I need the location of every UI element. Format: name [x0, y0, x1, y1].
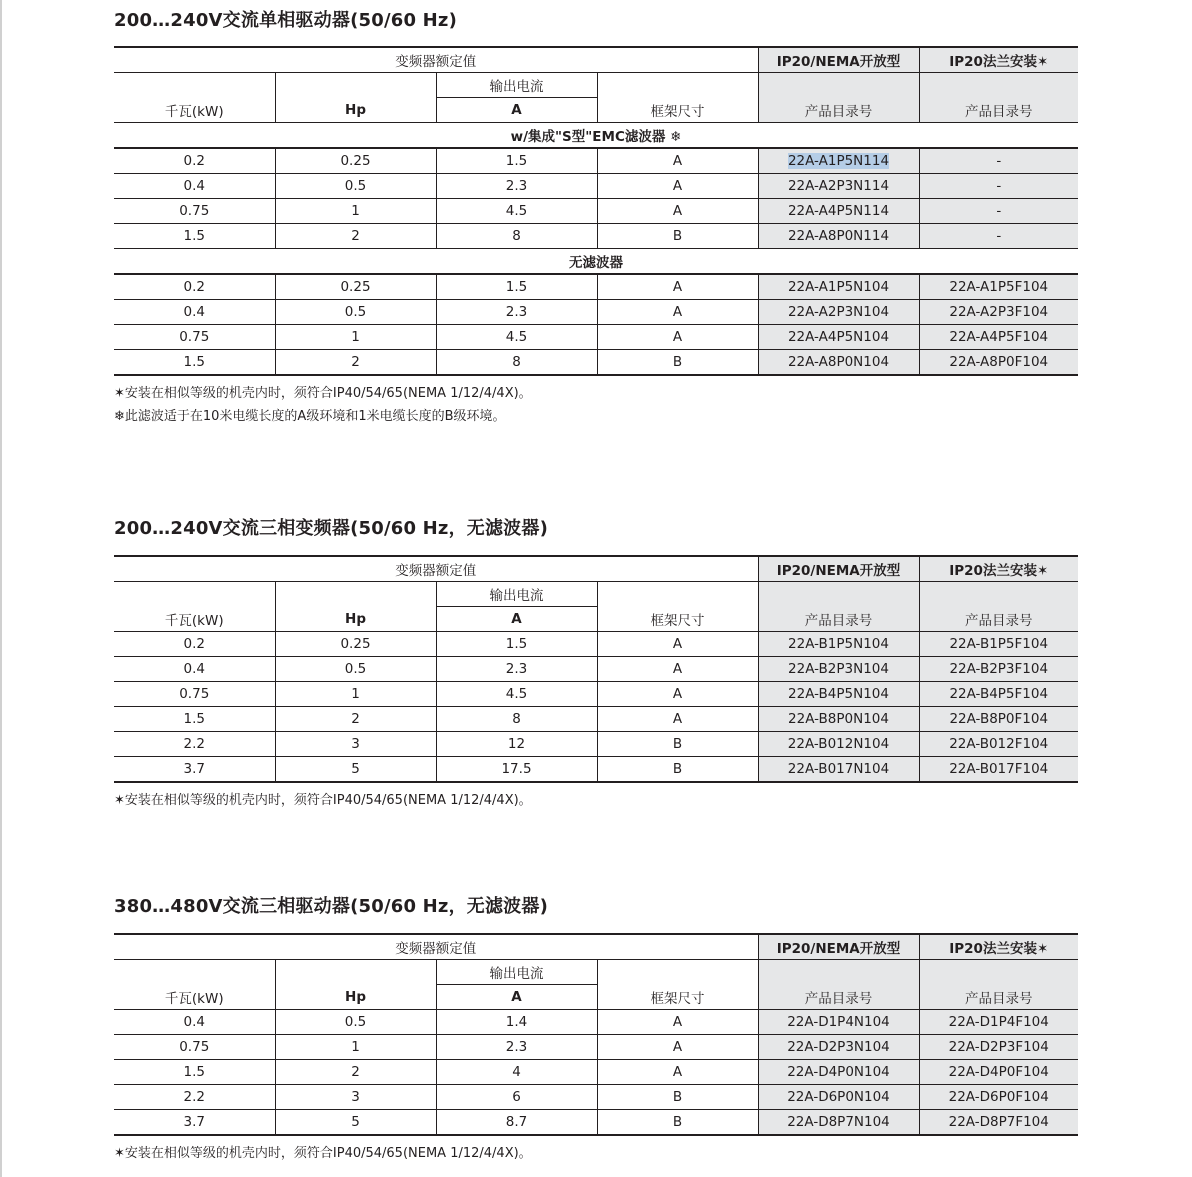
header-frame: 框架尺寸 — [597, 607, 758, 632]
header-spacer — [114, 960, 275, 985]
cell-frame: A — [597, 174, 758, 199]
cell-catalog-open: 22A-A8P0N114 — [758, 224, 919, 249]
cell-hp: 3 — [275, 1085, 436, 1110]
table-row — [114, 757, 1078, 783]
cell-catalog-open: 22A-B2P3N104 — [758, 657, 919, 682]
table-row — [114, 199, 1078, 224]
header-amp: A — [436, 985, 597, 1010]
cell-kw: 0.4 — [114, 174, 275, 199]
cell-hp: 1 — [275, 1035, 436, 1060]
header-spacer — [275, 582, 436, 607]
header-spacer — [597, 960, 758, 985]
footnote: ✶安装在相似等级的机壳内时，须符合IP40/54/65(NEMA 1/12/4/4X)。 — [114, 1146, 532, 1161]
cell-amp: 12 — [436, 732, 597, 757]
cell-amp: 8 — [436, 350, 597, 376]
cell-frame: B — [597, 1110, 758, 1136]
cell-catalog-flange: 22A-B1P5F104 — [919, 632, 1078, 657]
cell-frame: A — [597, 1060, 758, 1085]
spec-table — [114, 46, 1078, 376]
cell-catalog-flange: - — [919, 148, 1078, 174]
table-row — [114, 174, 1078, 199]
cell-kw: 0.4 — [114, 657, 275, 682]
cell-catalog-open: 22A-A8P0N104 — [758, 350, 919, 376]
cell-catalog-open: 22A-A4P5N104 — [758, 325, 919, 350]
cell-kw: 0.4 — [114, 300, 275, 325]
cell-catalog-open: 22A-D6P0N104 — [758, 1085, 919, 1110]
footnotes — [114, 382, 1078, 428]
table-row — [114, 1085, 1078, 1110]
cell-catalog-flange: - — [919, 199, 1078, 224]
cell-kw: 1.5 — [114, 1060, 275, 1085]
cell-catalog-flange: 22A-B4P5F104 — [919, 682, 1078, 707]
cell-kw: 1.5 — [114, 350, 275, 376]
cell-catalog-flange: - — [919, 174, 1078, 199]
cell-frame: A — [597, 274, 758, 300]
table-row — [114, 224, 1078, 249]
cell-kw: 2.2 — [114, 1085, 275, 1110]
spec-table — [114, 933, 1078, 1136]
cell-catalog-open: 22A-B4P5N104 — [758, 682, 919, 707]
cell-hp: 1 — [275, 199, 436, 224]
section-title: 380…480V交流三相驱动器(50/60 Hz，无滤波器) — [114, 896, 549, 917]
cell-frame: A — [597, 657, 758, 682]
cell-hp: 0.5 — [275, 657, 436, 682]
cell-hp: 5 — [275, 757, 436, 783]
cell-catalog-open: 22A-A1P5N104 — [758, 274, 919, 300]
table-row — [114, 350, 1078, 376]
cell-amp: 2.3 — [436, 657, 597, 682]
cell-catalog-open: 22A-B1P5N104 — [758, 632, 919, 657]
header-amp: A — [436, 607, 597, 632]
header-catalog-open: 产品目录号 — [758, 985, 919, 1010]
header-kw: 千瓦(kW) — [114, 607, 275, 632]
header-spacer — [919, 582, 1078, 607]
table-row — [114, 1035, 1078, 1060]
cell-amp: 4.5 — [436, 199, 597, 224]
cell-hp: 2 — [275, 224, 436, 249]
cell-amp: 1.5 — [436, 274, 597, 300]
header-catalog-flange: 产品目录号 — [919, 607, 1078, 632]
table-row — [114, 682, 1078, 707]
cell-catalog-open: 22A-D8P7N104 — [758, 1110, 919, 1136]
cell-amp: 4 — [436, 1060, 597, 1085]
cell-catalog-flange: 22A-D2P3F104 — [919, 1035, 1078, 1060]
header-spacer — [275, 73, 436, 98]
header-kw: 千瓦(kW) — [114, 985, 275, 1010]
table-row — [114, 732, 1078, 757]
cell-frame: B — [597, 757, 758, 783]
table-row — [114, 1060, 1078, 1085]
table-row — [114, 325, 1078, 350]
cell-hp: 5 — [275, 1110, 436, 1136]
cell-kw: 0.2 — [114, 148, 275, 174]
footnote: ✶安装在相似等级的机壳内时，须符合IP40/54/65(NEMA 1/12/4/4X)。 — [114, 793, 532, 808]
header-kw: 千瓦(kW) — [114, 98, 275, 123]
header-output-current: 输出电流 — [436, 73, 597, 98]
cell-frame: A — [597, 1035, 758, 1060]
cell-hp: 2 — [275, 350, 436, 376]
cell-kw: 0.2 — [114, 632, 275, 657]
cell-kw: 3.7 — [114, 1110, 275, 1136]
header-rating: 变频器额定值 — [114, 934, 758, 960]
footnotes — [114, 1142, 1078, 1165]
table-row — [114, 1010, 1078, 1035]
header-spacer — [919, 960, 1078, 985]
header-hp: Hp — [275, 98, 436, 123]
cell-catalog-flange: 22A-A2P3F104 — [919, 300, 1078, 325]
cell-frame: A — [597, 325, 758, 350]
header-spacer — [114, 73, 275, 98]
cell-catalog-open: 22A-D4P0N104 — [758, 1060, 919, 1085]
table-row — [114, 707, 1078, 732]
header-ip20-flange: IP20法兰安装✶ — [919, 556, 1078, 582]
header-ip20-flange: IP20法兰安装✶ — [919, 47, 1078, 73]
cell-amp: 4.5 — [436, 682, 597, 707]
cell-kw: 1.5 — [114, 224, 275, 249]
header-rating: 变频器额定值 — [114, 47, 758, 73]
cell-kw: 0.75 — [114, 325, 275, 350]
cell-catalog-flange: 22A-A1P5F104 — [919, 274, 1078, 300]
footnote: ❄此滤波适于在10米电缆长度的A级环境和1米电缆长度的B级环境。 — [114, 409, 506, 424]
page-left-rule — [0, 0, 2, 1177]
section-title: 200…240V交流单相驱动器(50/60 Hz) — [114, 10, 458, 31]
header-spacer — [114, 582, 275, 607]
cell-kw: 0.75 — [114, 682, 275, 707]
cell-amp: 8 — [436, 224, 597, 249]
header-catalog-open: 产品目录号 — [758, 607, 919, 632]
header-hp: Hp — [275, 985, 436, 1010]
cell-frame: A — [597, 682, 758, 707]
cell-hp: 2 — [275, 1060, 436, 1085]
cell-hp: 0.25 — [275, 148, 436, 174]
footnote: ✶安装在相似等级的机壳内时，须符合IP40/54/65(NEMA 1/12/4/4X)。 — [114, 386, 532, 401]
header-catalog-open: 产品目录号 — [758, 98, 919, 123]
group-label: w/集成"S型"EMC滤波器 ❄ — [114, 123, 1078, 149]
cell-amp: 17.5 — [436, 757, 597, 783]
cell-catalog-flange: 22A-D4P0F104 — [919, 1060, 1078, 1085]
footnotes — [114, 789, 1078, 812]
cell-amp: 8 — [436, 707, 597, 732]
cell-catalog-flange: 22A-D8P7F104 — [919, 1110, 1078, 1136]
cell-catalog-open — [758, 148, 919, 174]
cell-hp: 0.5 — [275, 1010, 436, 1035]
cell-kw: 3.7 — [114, 757, 275, 783]
cell-frame: A — [597, 148, 758, 174]
cell-amp: 4.5 — [436, 325, 597, 350]
cell-catalog-open: 22A-B8P0N104 — [758, 707, 919, 732]
cell-frame: B — [597, 224, 758, 249]
header-ip20-open: IP20/NEMA开放型 — [758, 556, 919, 582]
header-spacer — [919, 73, 1078, 98]
cell-frame: B — [597, 350, 758, 376]
header-catalog-flange: 产品目录号 — [919, 98, 1078, 123]
header-catalog-flange: 产品目录号 — [919, 985, 1078, 1010]
header-spacer — [758, 582, 919, 607]
cell-kw: 0.75 — [114, 199, 275, 224]
header-rating: 变频器额定值 — [114, 556, 758, 582]
cell-frame: A — [597, 199, 758, 224]
spec-table — [114, 555, 1078, 783]
table-row — [114, 300, 1078, 325]
cell-catalog-flange: 22A-D1P4F104 — [919, 1010, 1078, 1035]
table-row — [114, 274, 1078, 300]
cell-catalog-flange: 22A-A4P5F104 — [919, 325, 1078, 350]
header-frame: 框架尺寸 — [597, 985, 758, 1010]
cell-amp: 2.3 — [436, 1035, 597, 1060]
header-frame: 框架尺寸 — [597, 98, 758, 123]
group-label: 无滤波器 — [114, 249, 1078, 275]
cell-kw: 0.75 — [114, 1035, 275, 1060]
cell-hp: 1 — [275, 682, 436, 707]
cell-kw: 0.2 — [114, 274, 275, 300]
cell-hp: 0.25 — [275, 632, 436, 657]
section-three-phase-480v — [114, 895, 1078, 1165]
table-row — [114, 632, 1078, 657]
header-spacer — [275, 960, 436, 985]
cell-kw: 0.4 — [114, 1010, 275, 1035]
section-single-phase-240v — [114, 9, 1078, 428]
cell-catalog-flange: 22A-B8P0F104 — [919, 707, 1078, 732]
cell-hp: 0.5 — [275, 300, 436, 325]
header-ip20-open: IP20/NEMA开放型 — [758, 934, 919, 960]
header-amp: A — [436, 98, 597, 123]
cell-catalog-open: 22A-D1P4N104 — [758, 1010, 919, 1035]
cell-amp: 1.4 — [436, 1010, 597, 1035]
table-row — [114, 657, 1078, 682]
cell-catalog-open: 22A-A2P3N114 — [758, 174, 919, 199]
cell-hp: 2 — [275, 707, 436, 732]
cell-amp: 8.7 — [436, 1110, 597, 1136]
cell-catalog-flange: - — [919, 224, 1078, 249]
cell-catalog-flange: 22A-B2P3F104 — [919, 657, 1078, 682]
cell-frame: A — [597, 707, 758, 732]
header-spacer — [758, 73, 919, 98]
cell-frame: A — [597, 1010, 758, 1035]
cell-kw: 1.5 — [114, 707, 275, 732]
cell-frame: A — [597, 632, 758, 657]
cell-amp: 1.5 — [436, 148, 597, 174]
selected-text[interactable]: 22A-A1P5N114 — [787, 153, 890, 169]
table-row — [114, 148, 1078, 174]
cell-catalog-open: 22A-D2P3N104 — [758, 1035, 919, 1060]
cell-catalog-flange: 22A-B012F104 — [919, 732, 1078, 757]
cell-catalog-flange: 22A-D6P0F104 — [919, 1085, 1078, 1110]
cell-catalog-flange: 22A-B017F104 — [919, 757, 1078, 783]
cell-frame: B — [597, 732, 758, 757]
cell-amp: 2.3 — [436, 300, 597, 325]
cell-amp: 6 — [436, 1085, 597, 1110]
section-title: 200…240V交流三相变频器(50/60 Hz，无滤波器) — [114, 518, 549, 539]
cell-hp: 0.5 — [275, 174, 436, 199]
cell-frame: B — [597, 1085, 758, 1110]
header-hp: Hp — [275, 607, 436, 632]
cell-catalog-open: 22A-B017N104 — [758, 757, 919, 783]
table-row — [114, 1110, 1078, 1136]
cell-hp: 3 — [275, 732, 436, 757]
header-output-current: 输出电流 — [436, 582, 597, 607]
header-ip20-flange: IP20法兰安装✶ — [919, 934, 1078, 960]
cell-catalog-open: 22A-A4P5N114 — [758, 199, 919, 224]
cell-amp: 1.5 — [436, 632, 597, 657]
header-spacer — [597, 582, 758, 607]
header-spacer — [758, 960, 919, 985]
cell-catalog-open: 22A-A2P3N104 — [758, 300, 919, 325]
cell-hp: 0.25 — [275, 274, 436, 300]
cell-hp: 1 — [275, 325, 436, 350]
header-spacer — [597, 73, 758, 98]
cell-kw: 2.2 — [114, 732, 275, 757]
header-output-current: 输出电流 — [436, 960, 597, 985]
cell-catalog-open: 22A-B012N104 — [758, 732, 919, 757]
cell-catalog-flange: 22A-A8P0F104 — [919, 350, 1078, 376]
cell-amp: 2.3 — [436, 174, 597, 199]
cell-frame: A — [597, 300, 758, 325]
section-three-phase-240v — [114, 517, 1078, 812]
header-ip20-open: IP20/NEMA开放型 — [758, 47, 919, 73]
